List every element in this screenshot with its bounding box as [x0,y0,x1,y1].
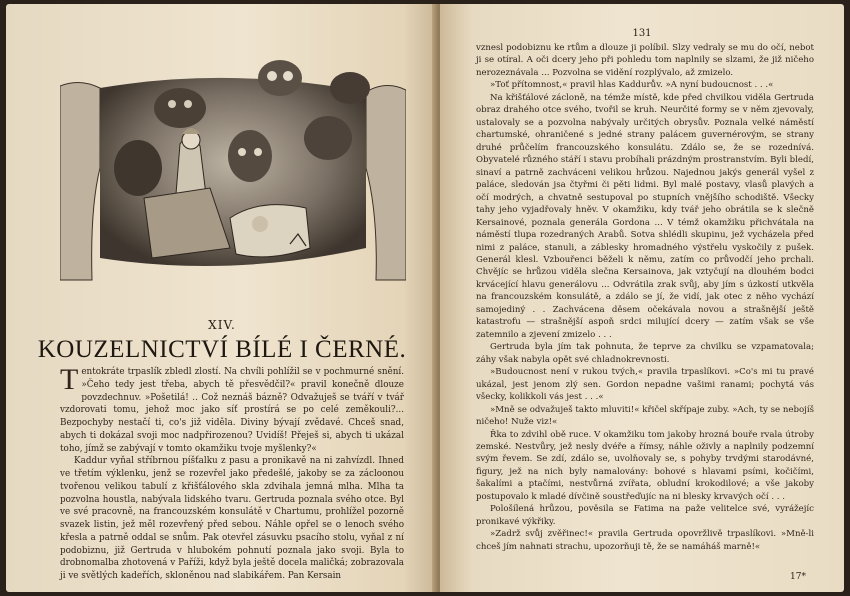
paragraph: Řka to zdvihl obě ruce. V okamžiku tom jakoby hrozná bouře rvala útroby zemské. Nestvůry, jež nesly dvéře a římsy, náhle oživly a naplnily podzemní svým řevem. Se zdí, zdálo se, uvolňovaly se, s pohyby trvdými starodávné, figury, jež na nich byly namalovány: bohové s hlavami psími, kočičími, šakalími a ptačími, nestvůrná zvířata, obludní krokodilové; a vše jakoby postupovalo k mladé dívčině soustřeďujíc na ni blesky krvavých očí . . . [476,429,814,502]
paragraph: Pološílená hrůzou, pověsila se Fatima na paže velitelce své, vyrážejíc pronikavé výkřiky. [476,504,814,527]
paragraph: Na křišťálové záclоně, na témže místě, kde před chvilkou viděla Gertruda obraz drahého otce svého, tvořil se kruh. Neurčité formy se v něm zjevovaly, ustalovaly se a pozvolna nabývaly určitých obrysův. Poznala velké náměstí chartumské, ohraničené s jedné strany palácem guvernérovým, se strany druhé průčelím francouzského konsulátu. Zdálo se, že se rozednívá. Obyvatelé různého stáří i stavu probíhali prázdným prostranstvím. Byli bledí, sinaví a patrně zachváceni velikou hrůzou. Najednou jakýs generál vyšel z paláce, sledován jsa čtyřmi či pěti lidmi. Byl malé postavy, vlasů plavých a očí modrých, a chvatně sestupoval po stupních vnějšího schodiště. Všecky tahy jeho vyjadřovaly hněv. V okamžiku, kdy tvář jeho obrátila se k slečně Kersainové, poznala generála Gordona ... V témž okamžiku přichvátala na náměstí tlupa rozedraných Arabů. Sotva shlédli skupinu, jež vycházela před nimi z paláce, stanuli, a záblesky hromadného výstřelu vyskočily z pušek. Generál klesl. Vzbouřenci běželi k němu, zatím co průvodčí jeho prchali. Chvějíc se hrůzou viděla slečna Kersainova, jak vztyčují na dlouhém bodci krvácející hlavu generálovu ... Odvrátila zrak svůj, aby jím s úzkostí utkvěla na francouzském konsulátě, a zdálo se jí, že vidí, jak otec z něho vychází samojediný . . Zachvácena děsem očekávala novou a strašnější ještě katastrofu — strašnější aspoň srdci milující dcery — zatím však se vše zatemnilo a zjevení zmizelo . . . [476,92,814,340]
left-page-text [60,363,404,583]
paragraph: »Budoucnost není v rukou tvých,« pravila trpaslíkovi. »Co's mi tu pravé ukázal, jest jenom zlý sen. Gordon nepadne vašimi ranami; pochytá vás všecky, kolikkoli vás jest . . .« [476,367,814,403]
paragraph: »Zadrž svůj zvěřinec!« pravila Gertruda opovržlivě trpaslíkovi. »Mně-li chceš jím nahnati strachu, upozorňuji tě, že se namáháš marně!« [476,529,814,552]
paragraph [60,363,404,455]
paragraph: Gertruda byla jím tak pohnuta, že teprve za chvilku se vzpamatovala; záhy však nabyla opět své chladnokrevnosti. [476,342,814,365]
paragraph: »Toť přítomnost,« pravil hlas Kaddurův. »A nyní budoucnost . . .« [490,80,774,91]
chapter-title: KOUZELNICTVÍ BÍLÉ I ČERNÉ. [37,336,407,363]
drop-cap: T [60,363,79,396]
paragraph: Kaddur vyňal stříbrnou píšťalku z pasu a pronikavě na ni zahvízdl. Ihned ve třetím výklenku, jenž se rozevřel jako předešlé, jakoby se za zácloonou tvořenou velikou tabulí z křišťálového skla zdvihala jemná mlha. Mlha ta pozvolna houstla, nabývala lidského tvaru. Gertruda poznala svého otce. Byl ve své pracovně, na francouzském konsulátě v Chartumu, prohlížel pozorně svazek listin, jež měl rozevřený před sebou. Náhle opřel se o lenoch svého křesla a patrně oddal se snům. Pak otevřel zásuvku psacího stolu, vyňal z ní podobiznu, již Gertruda v hlubokém pohnutí poznala jako svoji. Byla to drobnomalba zhotovená v Paříži, když byla ještě docela maličká; zobrazovala ji ve světlých kadeřích, skloněnou nad slabikářem. Pan Kersain [60,456,404,582]
page-number: 131 [632,28,652,39]
chapter-illustration [60,48,406,284]
paragraph-text: entokráte trpaslík zbledl zlostí. Na chvíli pohlížil se v pochmurné snění. »Čeho tedy jest třeba, abych tě přesvědčil?« pravil konečně dlouze povzdechnuv. »Pošetilá! .. Což neznáš bázně? Odvažuješ se tváří v tvář vzdorovati tomu, jehož moc jako síť prostírá se po celé zeměkouli?... Bezpochyby nestačí ti, co's již viděla. Diviny bývají zvědavé. Chceš snad, abych ti dokázal svoji moc nadpřirozenou? Uvidíš! Přeješ si, abych ti ukázal toho, jímž se zabývají v tomto okamžiku tvoje myšlenky?« [60,367,404,454]
right-page-text [476,42,814,553]
paragraph: »Mně se odvažuješ takto mluviti!« křičel skřípaje zuby. »Ach, ty se nebojíš ničeho! Nuže viz!« [476,404,814,428]
chapter-number: XIV. [208,318,236,332]
printer-signature: 17* [790,572,806,582]
paragraph: vznesl podobiznu ke rtům a dlouze ji políbil. Slzy vedraly se mu do očí, nebot ji se otíral. A oči dcery jeho při pohledu tom naplnily se slzami, že již ničeho nerozeznávala ... Pozvolna se vidění rozplývalo, až zmizelo. [476,43,814,78]
